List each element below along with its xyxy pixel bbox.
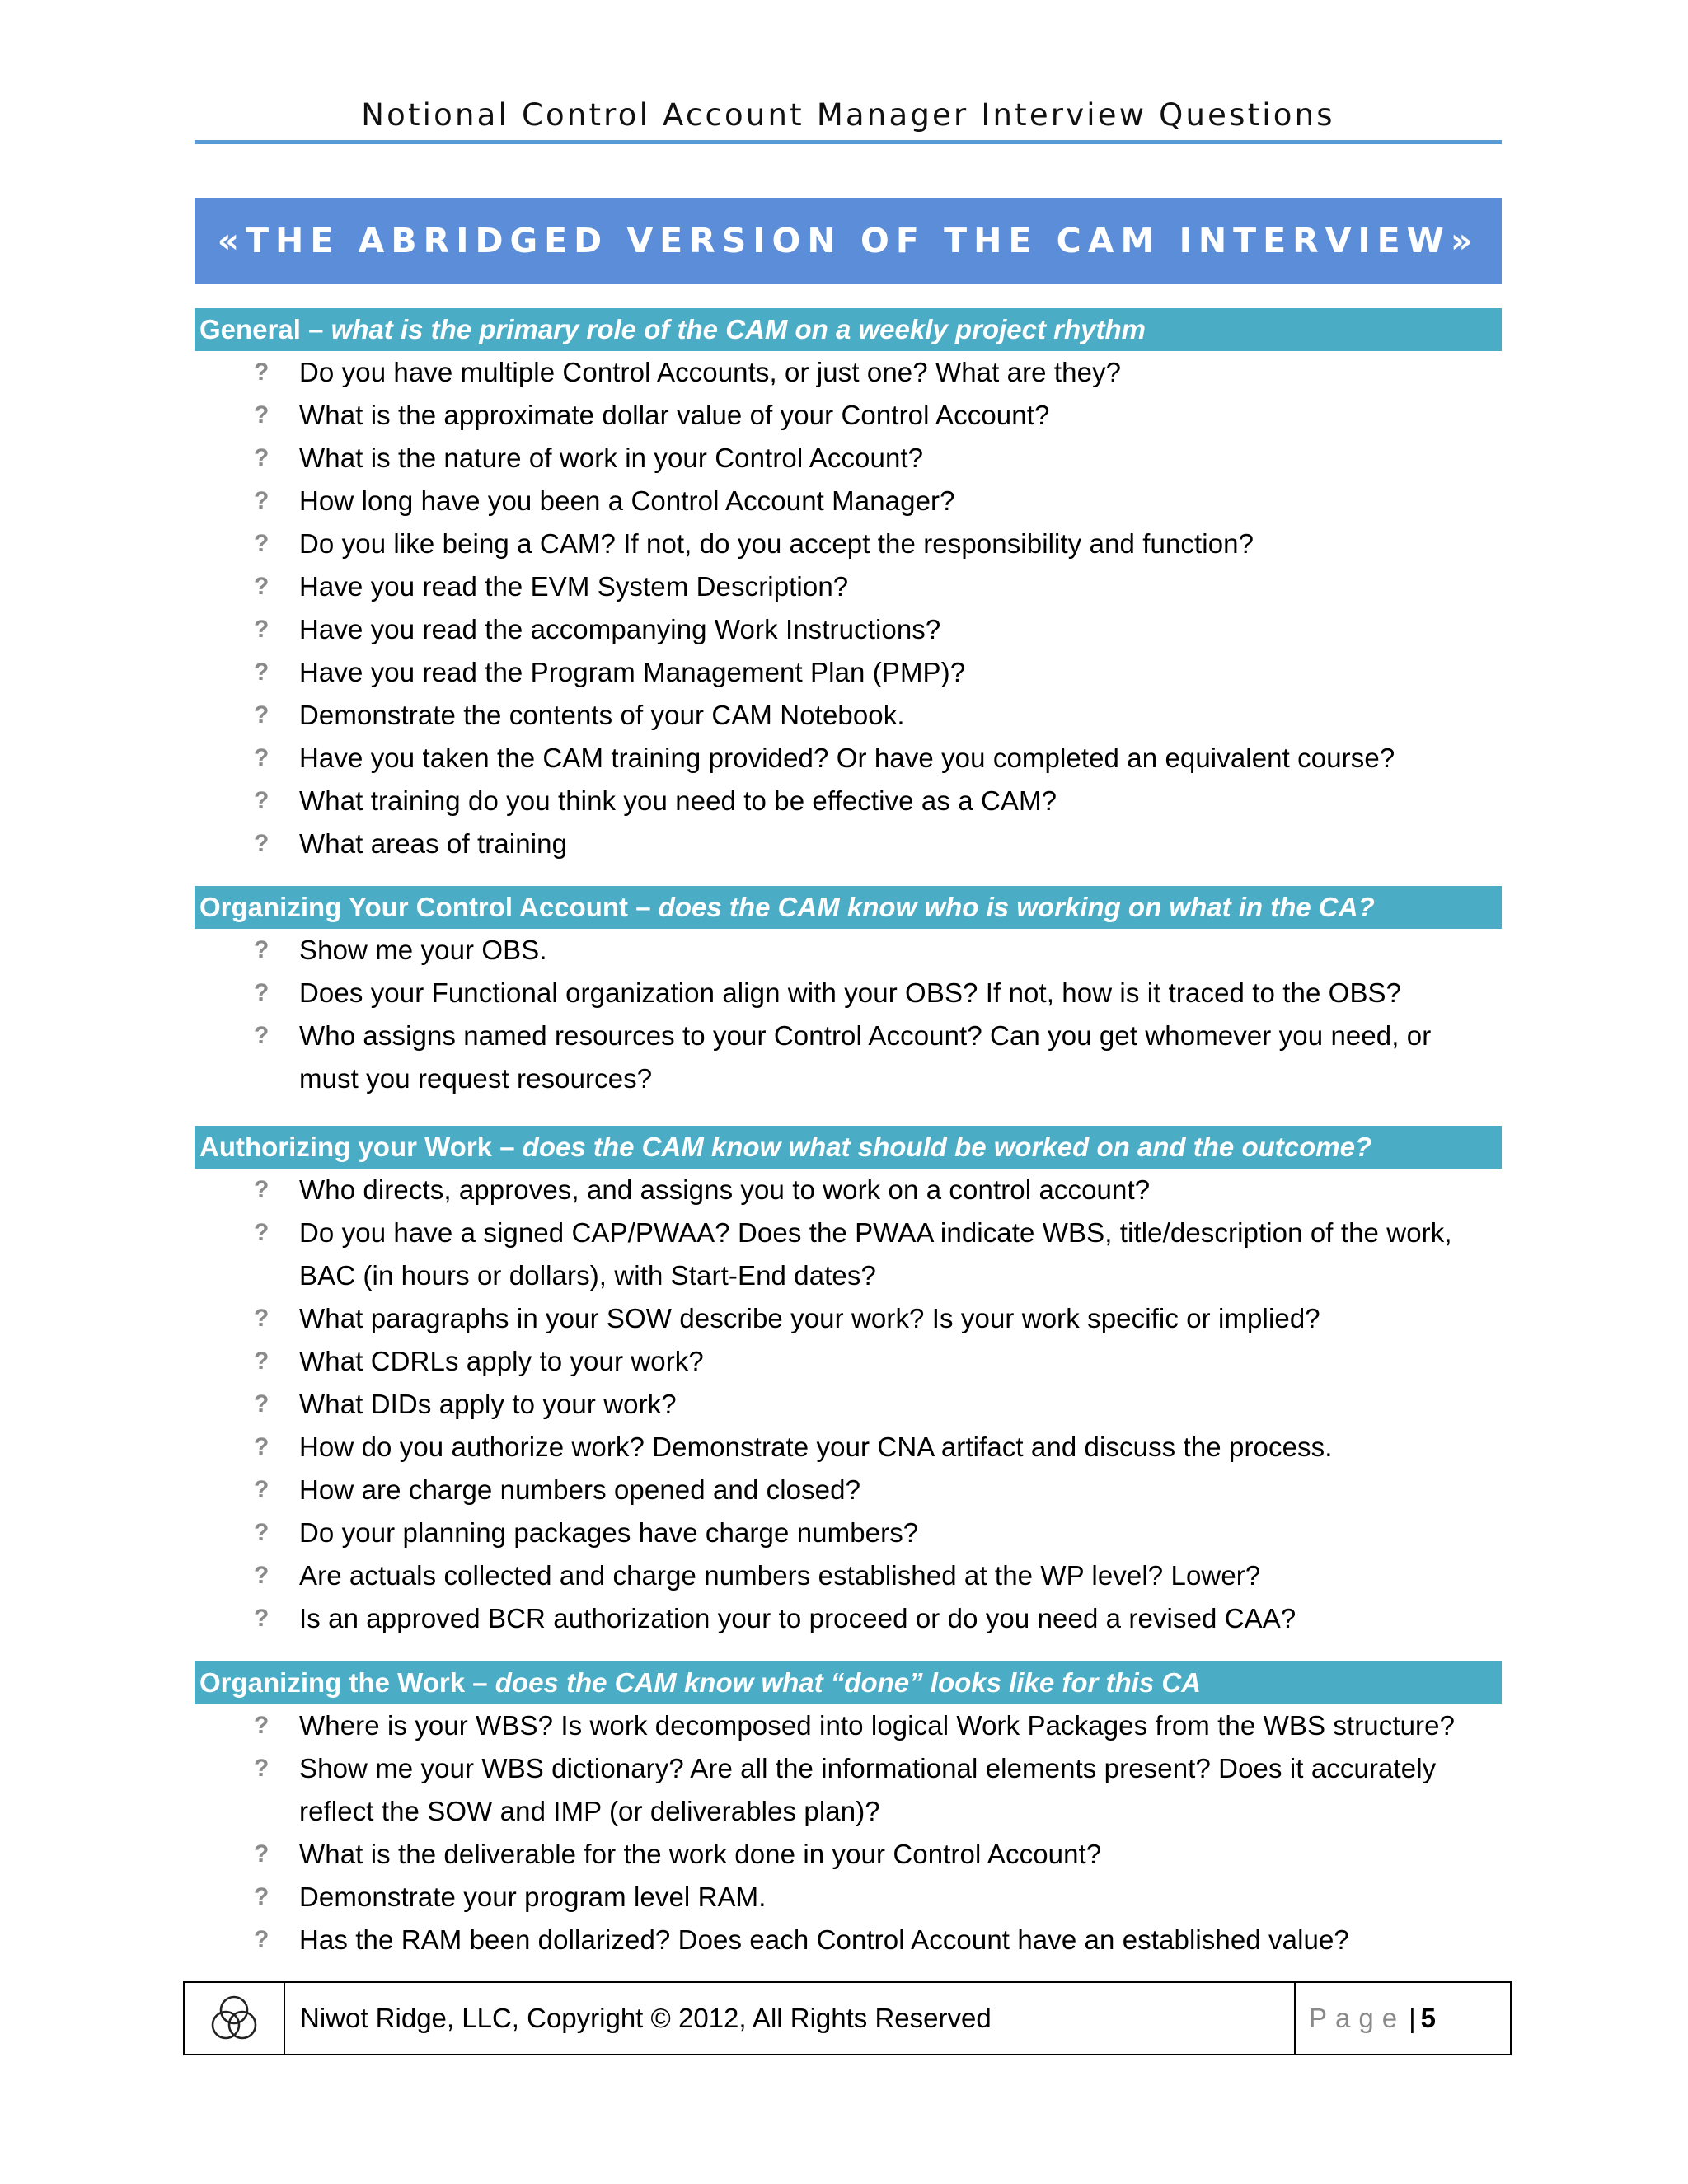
question-item (195, 394, 1502, 437)
question-text: Do you have multiple Control Accounts, or just one? What are they? (299, 357, 1122, 387)
question-text: Show me your OBS. (299, 935, 547, 965)
question-text: Where is your WBS? Is work decomposed into logical Work Packages from the WBS structure? (299, 1710, 1456, 1741)
question-item (195, 1383, 1502, 1426)
question-item (195, 1426, 1502, 1469)
section-bar-general (195, 308, 1502, 351)
section-title: General – (199, 314, 331, 344)
question-text: Have you read the EVM System Description? (299, 571, 849, 602)
section-title: Organizing the Work – (199, 1667, 495, 1698)
section-description: what is the primary role of the CAM on a weekly project rhythm (331, 314, 1146, 344)
question-text: Have you taken the CAM training provided? Or have you completed an equivalent course? (299, 743, 1395, 773)
question-text: Demonstrate the contents of your CAM Notebook. (299, 700, 905, 730)
question-text: Demonstrate your program level RAM. (299, 1882, 767, 1912)
footer-page-cell (1296, 1983, 1510, 2054)
question-mark-bullet-icon: ? (254, 830, 270, 857)
question-mark-bullet-icon: ? (254, 1219, 270, 1246)
question-item (195, 929, 1502, 972)
question-mark-bullet-icon: ? (254, 1433, 270, 1460)
question-text: What is the approximate dollar value of your Control Account? (299, 400, 1050, 430)
question-item (195, 523, 1502, 565)
question-item (195, 1511, 1502, 1554)
question-list-organizing-control-account (195, 929, 1502, 1100)
question-item (195, 608, 1502, 651)
question-text: Have you read the accompanying Work Instructions? (299, 614, 941, 644)
question-text: Who assigns named resources to your Control Account? Can you get whomever you need, or (299, 1020, 1432, 1051)
question-item (195, 1015, 1502, 1100)
question-list-authorizing-work (195, 1169, 1502, 1640)
section-description: does the CAM know what “done” looks like for this CA (495, 1667, 1202, 1698)
question-text: Show me your WBS dictionary? Are all the informational elements present? Does it accurately (299, 1753, 1437, 1783)
question-item (195, 1747, 1502, 1833)
footer-copyright: Niwot Ridge, LLC, Copyright © 2012, All Rights Reserved (285, 1983, 1296, 2054)
section-description: does the CAM know who is working on what in the CA? (658, 892, 1375, 922)
question-mark-bullet-icon: ? (254, 1347, 270, 1375)
question-item (195, 651, 1502, 694)
question-text: How are charge numbers opened and closed? (299, 1474, 861, 1505)
question-text: What paragraphs in your SOW describe your work? Is your work specific or implied? (299, 1303, 1320, 1333)
question-text: What CDRLs apply to your work? (299, 1346, 704, 1376)
question-text: Is an approved BCR authorization your to proceed or do you need a revised CAA? (299, 1603, 1296, 1633)
question-mark-bullet-icon: ? (254, 936, 270, 963)
page-number: 5 (1420, 2003, 1437, 2033)
question-list-general (195, 351, 1502, 865)
question-text: Do you like being a CAM? If not, do you accept the responsibility and function? (299, 528, 1254, 559)
question-item (195, 437, 1502, 480)
question-text: reflect the SOW and IMP (or deliverables plan)? (299, 1796, 880, 1826)
section-bar-authorizing-work (195, 1126, 1502, 1169)
question-item (195, 1554, 1502, 1597)
question-mark-bullet-icon: ? (254, 744, 270, 771)
question-text: What DIDs apply to your work? (299, 1389, 677, 1419)
question-mark-bullet-icon: ? (254, 1519, 270, 1546)
question-list-organizing-work (195, 1704, 1502, 1961)
question-text: How long have you been a Control Account Manager? (299, 485, 955, 516)
question-item (195, 1876, 1502, 1919)
interlocking-rings-logo-icon (208, 1992, 260, 2045)
question-item (195, 1704, 1502, 1747)
question-item (195, 351, 1502, 394)
header-rule (195, 140, 1502, 144)
question-mark-bullet-icon: ? (254, 401, 270, 429)
question-text: What is the nature of work in your Control Account? (299, 443, 924, 473)
question-mark-bullet-icon: ? (254, 1883, 270, 1910)
question-mark-bullet-icon: ? (254, 1305, 270, 1332)
question-text: What training do you think you need to be effective as a CAM? (299, 785, 1057, 816)
question-item (195, 1212, 1502, 1297)
question-item (195, 480, 1502, 523)
question-text: What is the deliverable for the work done in your Control Account? (299, 1839, 1102, 1869)
title-banner: «THE ABRIDGED VERSION OF THE CAM INTERVIEW» (195, 198, 1502, 284)
page-separator: | (1409, 2003, 1416, 2033)
question-item (195, 1169, 1502, 1212)
question-mark-bullet-icon: ? (254, 1605, 270, 1632)
question-text: Have you read the Program Management Plan (PMP)? (299, 657, 966, 687)
section-bar-organizing-control-account (195, 886, 1502, 929)
question-mark-bullet-icon: ? (254, 530, 270, 557)
question-item (195, 694, 1502, 737)
question-mark-bullet-icon: ? (254, 979, 270, 1006)
question-mark-bullet-icon: ? (254, 444, 270, 471)
question-item (195, 780, 1502, 823)
question-mark-bullet-icon: ? (254, 658, 270, 686)
question-text: Do you have a signed CAP/PWAA? Does the PWAA indicate WBS, title/description of the work, (299, 1217, 1452, 1248)
page-header: Notional Control Account Manager Interview Questions (361, 97, 1335, 133)
question-item (195, 1919, 1502, 1961)
question-text: must you request resources? (299, 1063, 653, 1094)
question-mark-bullet-icon: ? (254, 1840, 270, 1868)
section-title: Organizing Your Control Account – (199, 892, 659, 922)
question-text: Are actuals collected and charge numbers established at the WP level? Lower? (299, 1560, 1261, 1591)
question-text: Do your planning packages have charge numbers? (299, 1517, 919, 1548)
page-footer (183, 1981, 1512, 2055)
question-text: Does your Functional organization align with your OBS? If not, how is it traced to the OBS? (299, 977, 1402, 1008)
question-mark-bullet-icon: ? (254, 359, 270, 386)
question-mark-bullet-icon: ? (254, 616, 270, 643)
question-item (195, 1597, 1502, 1640)
question-text: Who directs, approves, and assigns you to work on a control account? (299, 1174, 1151, 1205)
question-mark-bullet-icon: ? (254, 1476, 270, 1503)
question-item (195, 1833, 1502, 1876)
question-mark-bullet-icon: ? (254, 701, 270, 729)
question-item (195, 1469, 1502, 1511)
section-description: does the CAM know what should be worked on and the outcome? (522, 1132, 1372, 1162)
question-text: Has the RAM been dollarized? Does each Control Account have an established value? (299, 1924, 1349, 1955)
section-bar-organizing-work (195, 1661, 1502, 1704)
question-mark-bullet-icon: ? (254, 1712, 270, 1739)
question-item (195, 972, 1502, 1015)
question-mark-bullet-icon: ? (254, 1176, 270, 1203)
question-mark-bullet-icon: ? (254, 787, 270, 814)
question-text: BAC (in hours or dollars), with Start-End dates? (299, 1260, 876, 1291)
question-text: What areas of training (299, 828, 568, 859)
question-item (195, 823, 1502, 865)
question-mark-bullet-icon: ? (254, 1755, 270, 1782)
question-mark-bullet-icon: ? (254, 487, 270, 514)
question-mark-bullet-icon: ? (254, 1022, 270, 1049)
question-mark-bullet-icon: ? (254, 1926, 270, 1953)
question-item (195, 1297, 1502, 1340)
section-title: Authorizing your Work – (199, 1132, 523, 1162)
question-item (195, 565, 1502, 608)
footer-logo-cell (185, 1983, 285, 2054)
question-item (195, 737, 1502, 780)
question-mark-bullet-icon: ? (254, 1390, 270, 1418)
page-label: Page (1309, 2003, 1406, 2033)
question-mark-bullet-icon: ? (254, 573, 270, 600)
question-item (195, 1340, 1502, 1383)
question-mark-bullet-icon: ? (254, 1562, 270, 1589)
question-text: How do you authorize work? Demonstrate your CNA artifact and discuss the process. (299, 1432, 1333, 1462)
